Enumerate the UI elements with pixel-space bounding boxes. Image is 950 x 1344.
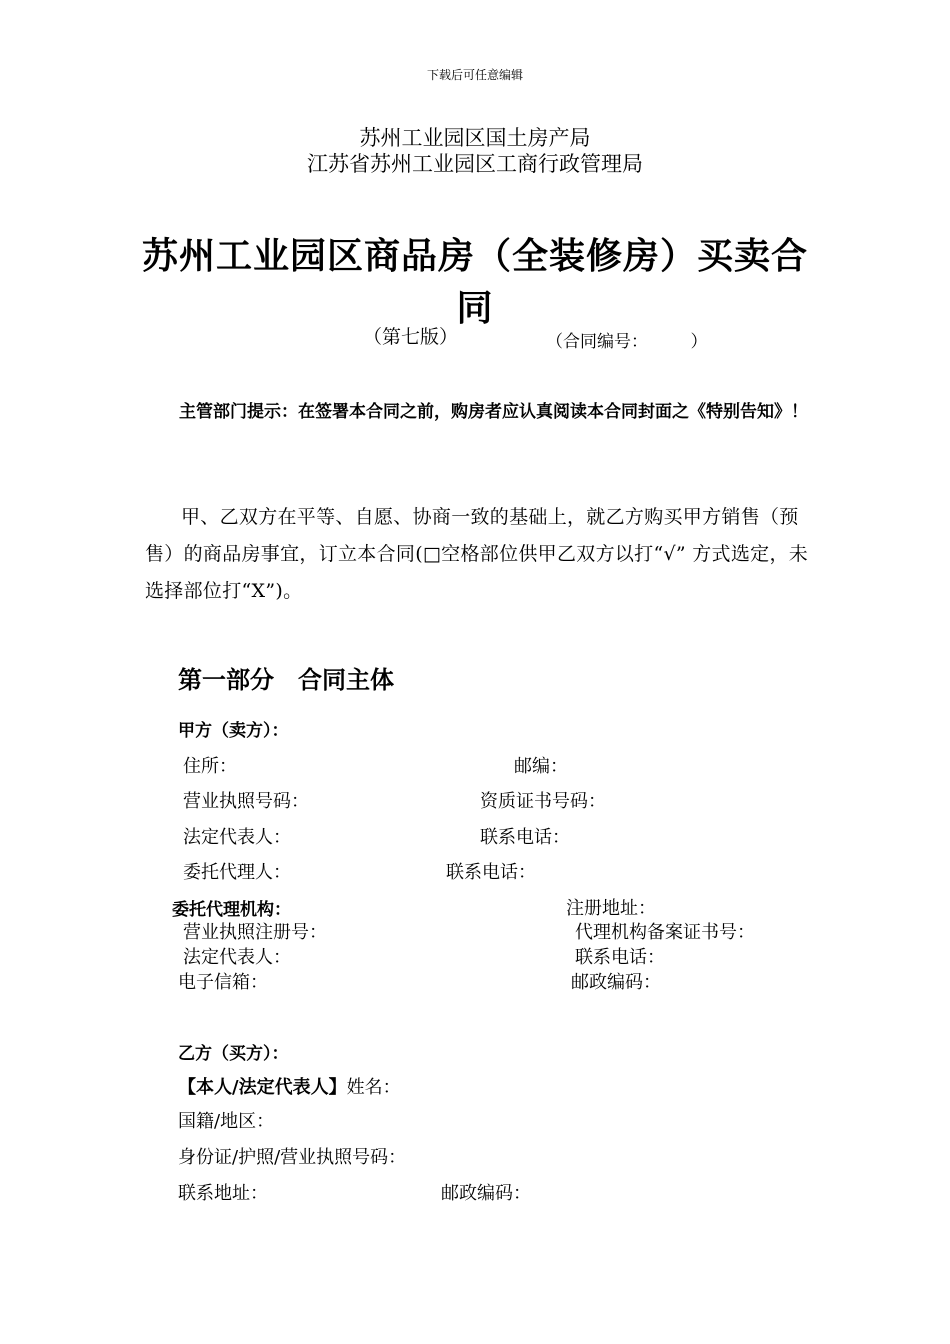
agency-postcode-label: 邮政编码： <box>571 972 661 993</box>
party-a-title: 甲方（卖方）： <box>178 721 289 741</box>
agency-filing-cert-label: 代理机构备案证书号： <box>575 922 755 943</box>
authority-land-bureau: 苏州工业园区国土房产局 <box>359 126 591 150</box>
party-b-name-label: 姓名： <box>346 1077 401 1098</box>
party-a-license-label: 营业执照号码： <box>183 791 309 812</box>
agency-license-reg-label: 营业执照注册号： <box>183 922 327 943</box>
party-b-title: 乙方（买方）： <box>178 1044 289 1064</box>
party-a-agent-phone-label: 联系电话： <box>446 862 536 883</box>
section-title-parties: 第一部分 合同主体 <box>178 665 394 694</box>
party-b-name-role: 【本人/法定代表人】 <box>178 1077 347 1098</box>
party-a-phone-label: 联系电话： <box>480 827 570 848</box>
agency-phone-label: 联系电话： <box>575 947 665 968</box>
authority-commerce-bureau: 江苏省苏州工业园区工商行政管理局 <box>307 152 643 176</box>
document-title-line1: 苏州工业园区商品房（全装修房）买卖合 <box>141 235 808 277</box>
agency-email-label: 电子信箱： <box>178 972 268 993</box>
party-a-postcode-label: 邮编： <box>514 756 568 777</box>
party-a-agent-label: 委托代理人： <box>183 862 291 883</box>
contract-number-label: （合同编号： ） <box>546 332 708 352</box>
document-title-line2: 同 <box>456 287 494 329</box>
version-label: （第七版） <box>363 326 459 348</box>
header-note: 下载后可任意编辑 <box>426 68 523 82</box>
party-a-legal-rep-label: 法定代表人： <box>183 827 291 848</box>
authority-notice: 主管部门提示：在签署本合同之前，购房者应认真阅读本合同封面之《特别告知》！ <box>179 402 808 422</box>
intro-paragraph: 甲、乙双方在平等、自愿、协商一致的基础上，就乙方购买甲方销售（预售）的商品房事宜，订立本合同(□空格部位供甲乙双方以打“√” 方式选定，未选择部位打“X”)。 <box>145 506 809 602</box>
party-b-id-label: 身份证/护照/营业执照号码： <box>178 1147 407 1168</box>
party-b-postcode-label: 邮政编码： <box>441 1183 531 1204</box>
party-b-nationality-label: 国籍/地区： <box>178 1111 275 1132</box>
party-b-name-line <box>178 1073 401 1099</box>
party-b-address-label: 联系地址： <box>178 1183 268 1204</box>
agency-legal-rep-label: 法定代表人： <box>183 947 291 968</box>
agency-title: 委托代理机构： <box>172 900 291 920</box>
party-a-address-label: 住所： <box>183 756 237 777</box>
agency-reg-address-label: 注册地址： <box>566 898 656 919</box>
party-a-qualification-label: 资质证书号码： <box>480 791 606 812</box>
